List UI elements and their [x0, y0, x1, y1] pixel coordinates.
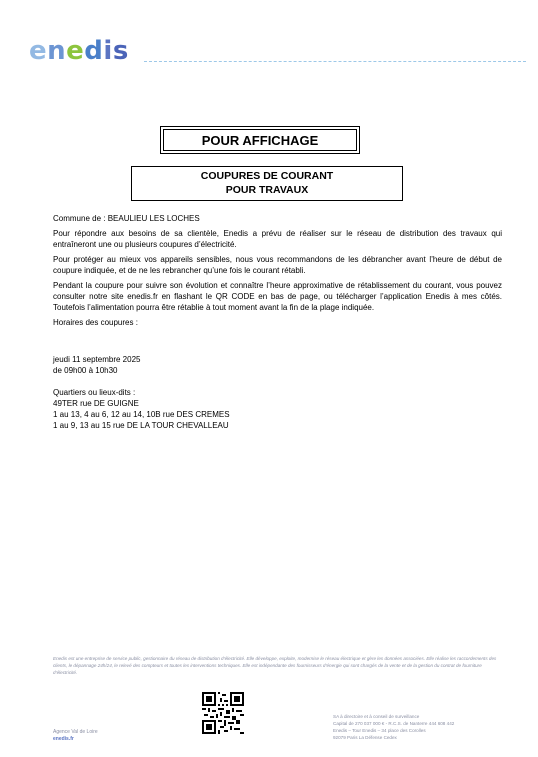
paragraph-protect: Pour protéger au mieux vos appareils sensibles, nous vous recommandons de les débrancher avant l’heure de début de coupure indiquée, et de ne les rebrancher qu’une fois le courant rétabli. — [53, 255, 502, 275]
commune: Commune de : BEAULIEU LES LOCHES — [53, 214, 200, 223]
qr-code[interactable] — [202, 692, 244, 734]
paragraph-follow: Pendant la coupure pour suivre son évolution et connaître l’heure approximative de rétablissement du courant, vous pouvez consulter notre site enedis.fr en flashant le QR CODE en bas de page, ou télécharger l’application Enedis à mes côtés. Toutefois l’alimentation pourra être rétablie à tout moment avant la fin de la plage indiquée. — [53, 281, 502, 312]
display-title: POUR AFFICHAGE — [163, 129, 357, 151]
header-divider — [144, 61, 526, 62]
subtitle-line2: POUR TRAVAUX — [225, 183, 309, 196]
outage-time: de 09h00 à 10h30 — [53, 366, 118, 375]
places-label: Quartiers ou lieux-dits : — [53, 388, 136, 397]
outage-date: jeudi 11 septembre 2025 — [53, 355, 141, 364]
notice-subtitle-box — [131, 166, 403, 201]
legal-line: SA à directoire et à conseil de surveillance — [333, 714, 420, 719]
paragraph-intro: Pour répondre aux besoins de sa clientèle, Enedis a prévu de réaliser sur le réseau de distribution des travaux qui entraîneront une ou plusieurs coupures d’électricité. — [53, 229, 502, 249]
agency-name: Agence Val de Loire — [53, 729, 98, 735]
legal-line: 92079 Paris La Défense Cedex — [333, 735, 397, 740]
place-item: 1 au 13, 4 au 6, 12 au 14, 10B rue DES CREMES — [53, 410, 230, 419]
legal-line: Enedis – Tour Enedis – 34 place des Corolles — [333, 728, 426, 733]
place-item: 1 au 9, 13 au 15 rue DE LA TOUR CHEVALLEAU — [53, 421, 229, 430]
website-link[interactable]: enedis.fr — [53, 736, 74, 742]
place-item: 49TER rue DE GUIGNE — [53, 399, 139, 408]
legal-line: Capital de 270 037 000 € - R.C.S. de Nanterre 444 608 442 — [333, 721, 455, 726]
display-title-box — [160, 126, 360, 154]
hours-label: Horaires des coupures : — [53, 318, 138, 327]
legal-info — [333, 713, 454, 741]
agency-info — [53, 729, 98, 743]
footer-disclaimer: Enedis est une entreprise de service public, gestionnaire du réseau de distribution d’électricité. Elle développe, exploite, modernise le réseau électrique et gère les données associées. Elle réalise les raccordements des clients, le dépannage 24h/24, le relevé des compteurs et toutes les interventions techniques. Elle est indépendante des fournisseurs d’énergie qui sont chargés de la vente et de la gestion du contrat de fourniture d’électricité. — [53, 656, 497, 675]
subtitle-line1: COUPURES DE COURANT — [200, 170, 334, 182]
enedis-logo: enedis — [29, 36, 129, 66]
notice-body — [53, 213, 502, 431]
